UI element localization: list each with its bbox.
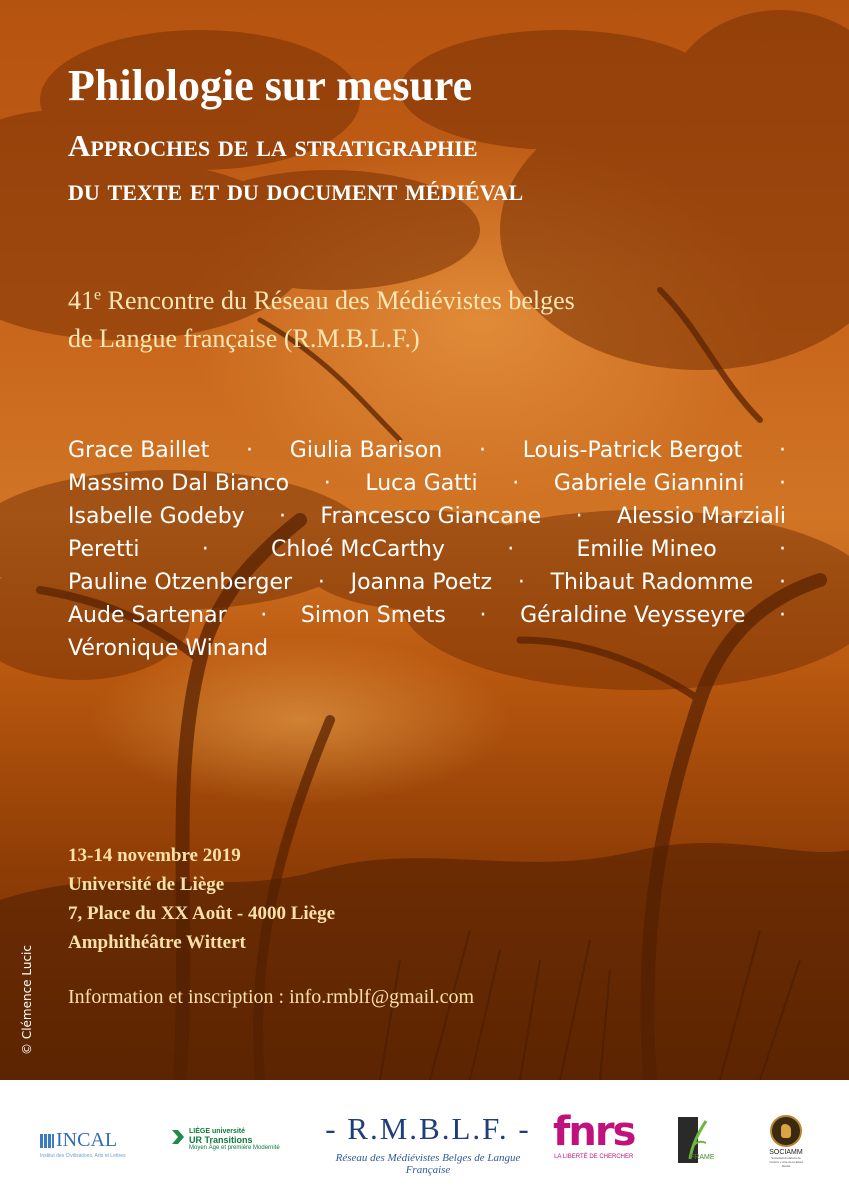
speaker-name: Pauline Otzenberger (68, 570, 293, 595)
separator-dot: · (778, 438, 786, 463)
separator-dot: · (575, 504, 583, 529)
poster-title: Philologie sur mesure (68, 61, 473, 110)
speakers-list (68, 434, 786, 665)
subtitle-line-1: Approches de la stratigraphie (68, 128, 478, 163)
speaker-row (68, 467, 786, 500)
separator-dot: · (778, 471, 786, 496)
incal-logo (40, 1129, 126, 1159)
speaker-name: Simon Smets (300, 603, 446, 628)
sociamm-logo (766, 1115, 806, 1168)
fnrs-logo (553, 1110, 634, 1160)
sociamm-emblem-icon (770, 1115, 802, 1147)
separator-dot: · (478, 438, 486, 463)
photo-credit: © Clémence Lucic (20, 945, 34, 1055)
separator-dot: · (479, 603, 487, 628)
event-venue: Université de Liège (68, 874, 225, 895)
liege-line-3: Moyen Âge et première Modernité (189, 1145, 280, 1151)
speaker-row (68, 500, 786, 533)
rmblf-logo (318, 1112, 538, 1176)
contact-line: Information et inscription : info.rmblf@gmail.com (68, 986, 475, 1008)
speaker-row (68, 599, 786, 632)
liege-line-2: UR Transitions (189, 1135, 253, 1145)
speaker-name: Alessio Marziali (616, 504, 786, 529)
rmblf-name: - R.M.B.L.F. - (325, 1111, 531, 1146)
sociamm-tagline: Sociedad Andaluza de Cultura y Arte de la Edad Media (769, 1156, 803, 1168)
poster-subtitle (68, 124, 523, 212)
separator-dot: · (260, 603, 268, 628)
speaker-row (68, 632, 786, 665)
event-date: 13-14 novembre 2019 (68, 845, 241, 866)
incal-mark-icon (40, 1134, 54, 1148)
separator-dot: · (279, 504, 287, 529)
liege-line-1: LIÈGE université (189, 1128, 246, 1135)
frame-logo (676, 1115, 715, 1167)
event-address: 7, Place du XX Août - 4000 Liège (68, 903, 336, 924)
speaker-name: Francesco Giancane (320, 504, 542, 529)
frame-name: FRAME (690, 1154, 715, 1161)
sociamm-name: SOCIAMM (769, 1149, 803, 1156)
speaker-name: Thibaut Radomme (550, 570, 754, 595)
liege-ur-transitions-logo (172, 1128, 280, 1151)
speaker-name: Joanna Poetz (350, 570, 493, 595)
separator-dot: · (246, 438, 254, 463)
speaker-row (68, 566, 786, 599)
separator-dot: · (323, 471, 331, 496)
speaker-name: Grace Baillet (68, 438, 210, 463)
speaker-name: Louis-Patrick Bergot (522, 438, 743, 463)
speaker-name: Massimo Dal Bianco (68, 471, 290, 496)
speaker-name: Isabelle Godeby (68, 504, 245, 529)
speaker-row (68, 533, 786, 566)
separator-dot: · (512, 471, 520, 496)
event-room: Amphithéâtre Wittert (68, 932, 246, 953)
ordinal-suffix: e (94, 286, 102, 304)
speaker-name: Aude Sartenar (68, 603, 227, 628)
incal-tagline: Institut des Civilisations, Arts et Lettres (40, 1153, 126, 1159)
speaker-name: Véronique Winand (68, 636, 269, 661)
separator-dot: · (778, 537, 786, 562)
speaker-row (68, 434, 786, 467)
rencontre-line-1-text: Rencontre du Réseau des Médiévistes belges (107, 286, 575, 315)
separator-dot: · (779, 603, 786, 628)
fnrs-tagline: LA LIBERTÉ DE CHERCHER (554, 1154, 634, 1160)
rencontre-heading (68, 282, 575, 358)
ordinal-number: 41 (68, 286, 94, 315)
speaker-name: Luca Gatti (365, 471, 478, 496)
fnrs-name: fnrs (553, 1109, 635, 1155)
rencontre-line-1 (68, 282, 575, 320)
frame-mark-icon (676, 1115, 715, 1167)
separator-dot: · (517, 570, 525, 595)
incal-name: INCAL (56, 1129, 118, 1151)
separator-dot: · (507, 537, 515, 562)
speaker-name: Giulia Barison (289, 438, 443, 463)
speaker-name: Emilie Mineo (576, 537, 717, 562)
subtitle-line-2: du texte et du document médiéval (68, 172, 524, 207)
speaker-name: Gabriele Giannini (553, 471, 745, 496)
separator-dot: · (201, 537, 209, 562)
rencontre-line-2: de Langue française (R.M.B.L.F.) (68, 324, 420, 353)
speaker-name: Géraldine Veysseyre (520, 603, 746, 628)
speaker-name: Peretti (68, 537, 140, 562)
speaker-name: Chloé McCarthy (270, 537, 445, 562)
separator-dot: · (317, 570, 325, 595)
separator-dot: · (778, 570, 786, 595)
rmblf-tagline: Réseau des Médiévistes Belges de Langue Française (335, 1152, 521, 1176)
event-details (68, 841, 335, 957)
